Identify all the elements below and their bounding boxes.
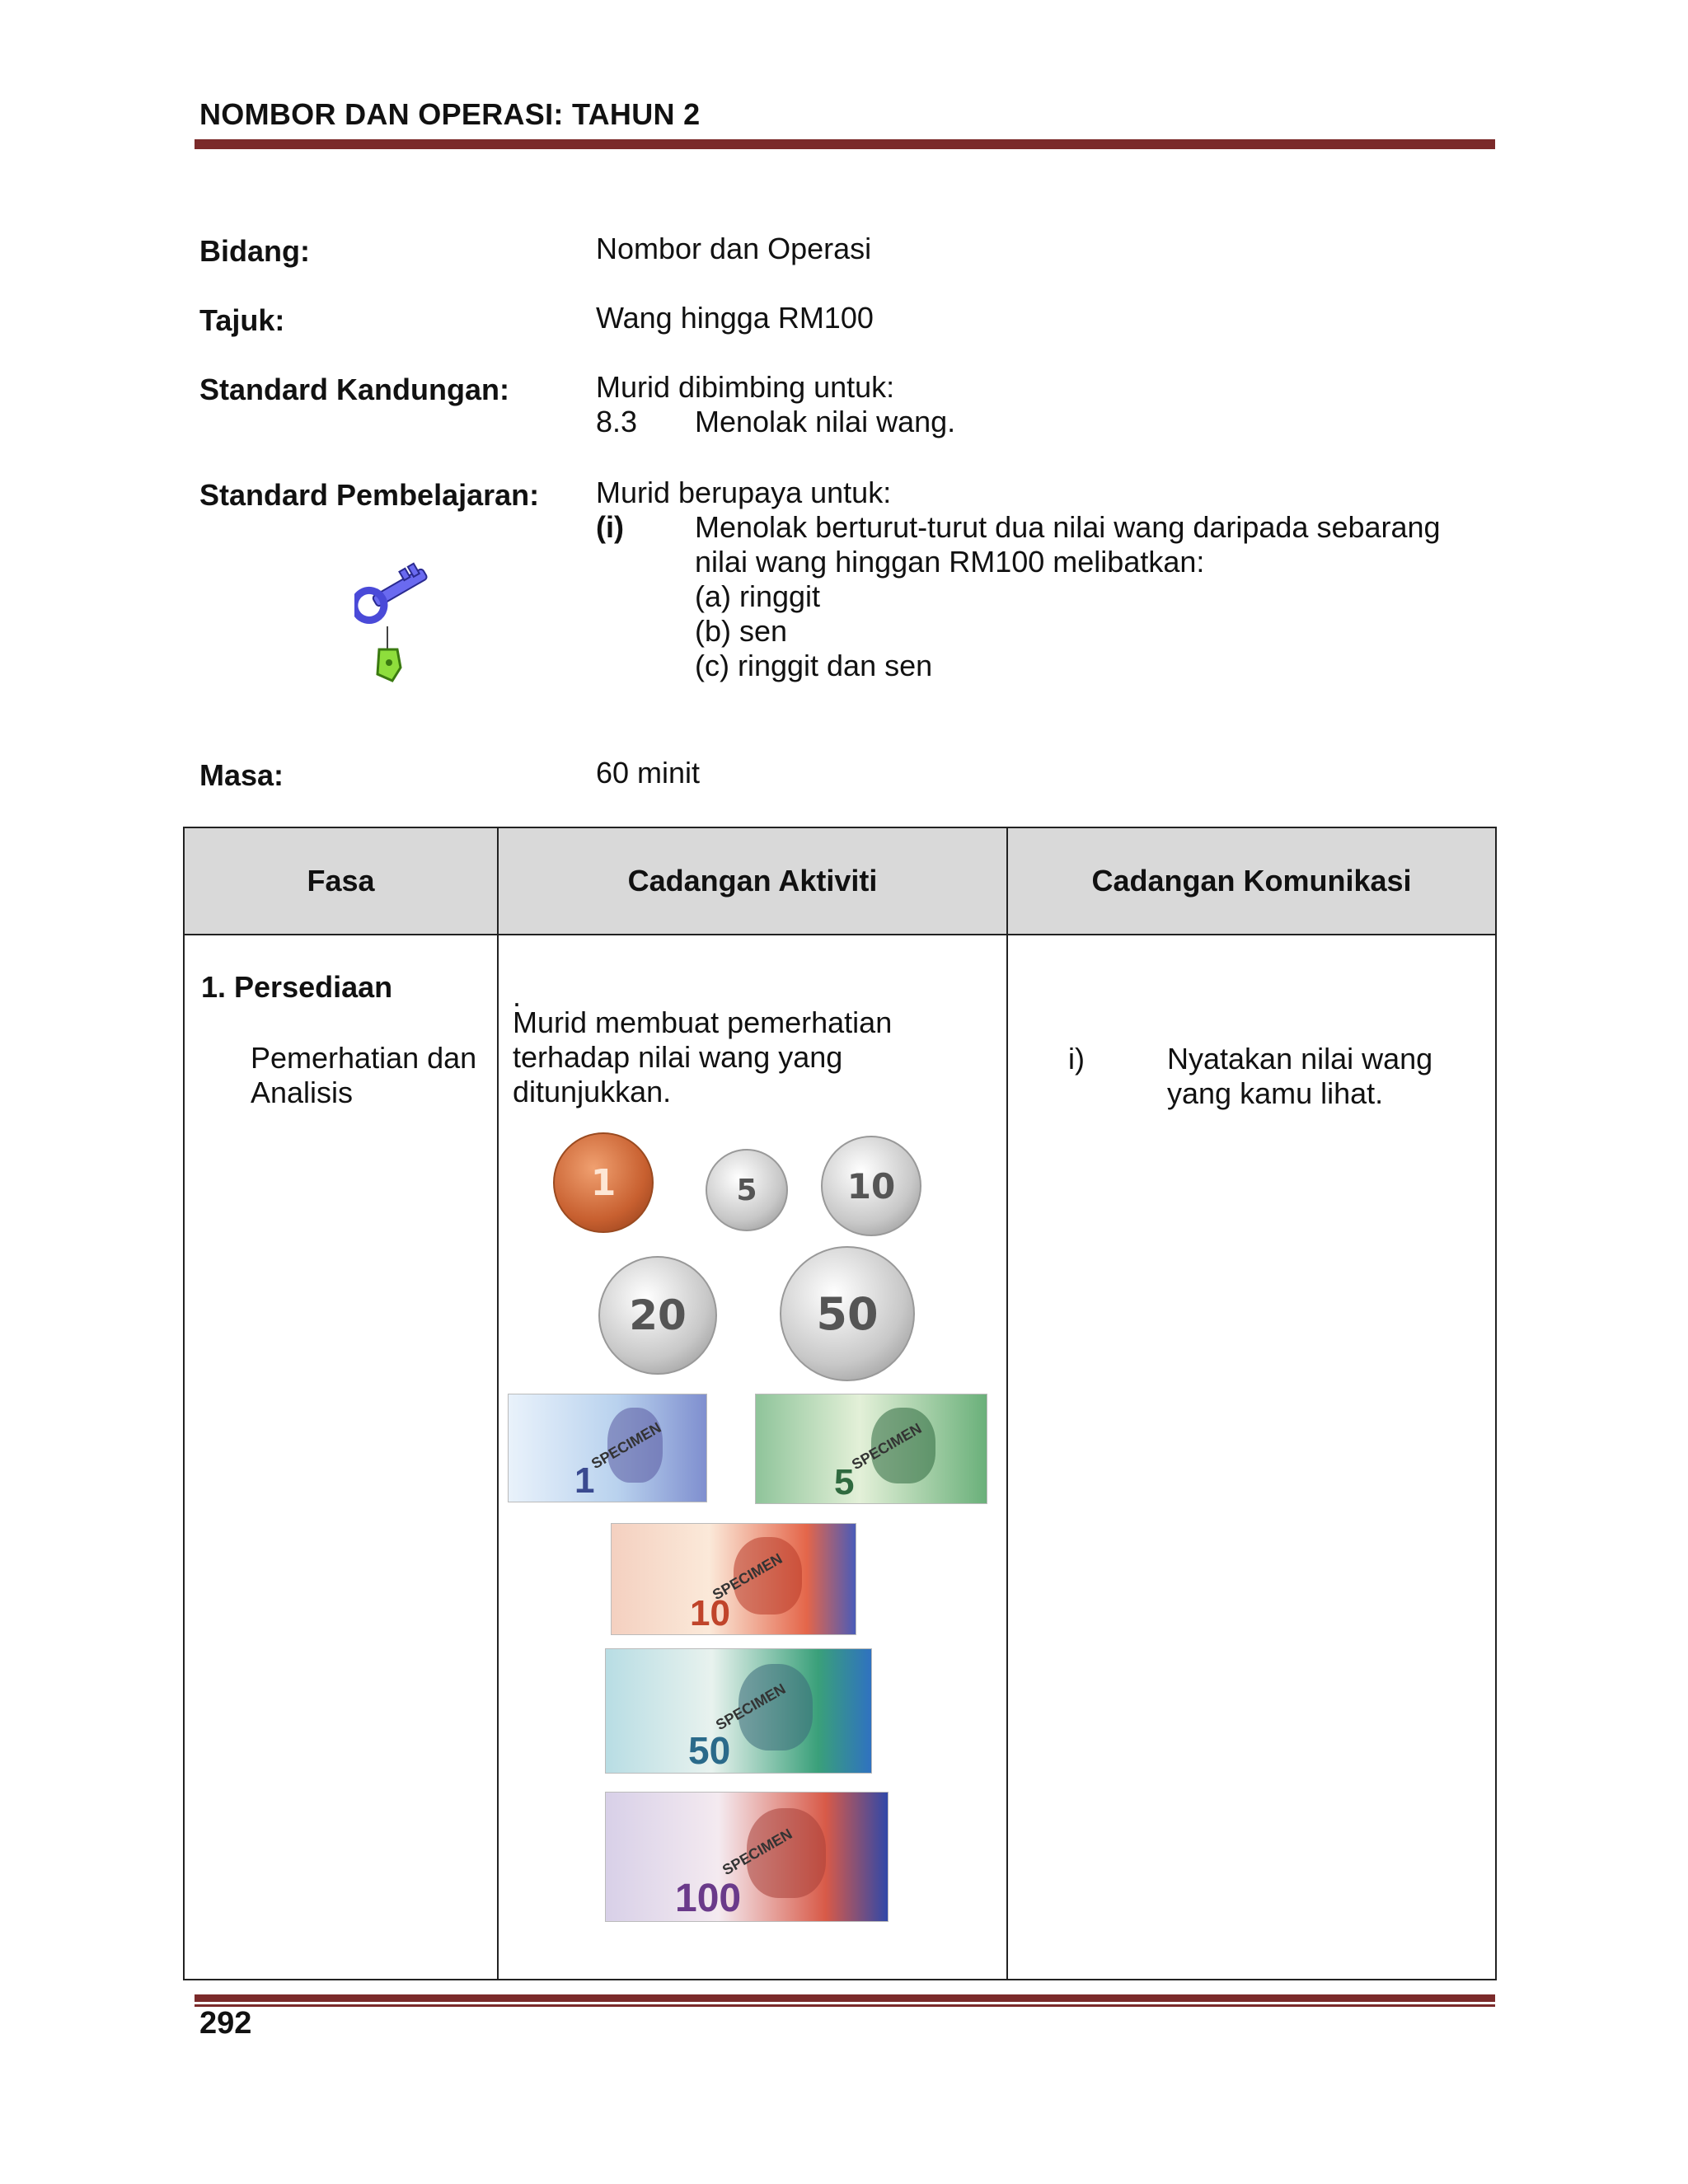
coin-1-sen: 1 (553, 1132, 654, 1233)
activity-table (183, 827, 1497, 1980)
col-header-fasa: Fasa (184, 827, 498, 935)
note-rm5: SPECIMEN 5 (755, 1394, 987, 1504)
note-rm10: SPECIMEN 10 (611, 1523, 856, 1635)
coin-20-sen: 20 (598, 1256, 717, 1375)
komunikasi-cell (1007, 935, 1496, 1980)
masa-label: Masa: (199, 758, 284, 792)
masa-value: 60 minit (596, 756, 701, 790)
col-header-aktiviti: Cadangan Aktiviti (498, 827, 1007, 935)
money-images (508, 1109, 1015, 1933)
fasa-subtitle: Pemerhatian dan Analisis (251, 1041, 477, 1109)
header-rule (195, 137, 1495, 149)
footer-rule (195, 1994, 1495, 2007)
key-icon (354, 552, 462, 684)
aktiviti-cell (498, 935, 1007, 1980)
col-header-komunikasi: Cadangan Komunikasi (1007, 827, 1496, 935)
tajuk-label: Tajuk: (199, 303, 285, 337)
note-rm50: SPECIMEN 50 (605, 1648, 872, 1774)
komunikasi-item: i) Nyatakan nilai wang yang kamu lihat. (1068, 1042, 1433, 1110)
bidang-value: Nombor dan Operasi (596, 232, 872, 265)
tajuk-value: Wang hingga RM100 (596, 301, 874, 335)
aktiviti-text: . Murid membuat pemerhatian terhadap nilai wang yang ditunjukkan. (513, 979, 893, 1108)
coin-10-sen: 10 (821, 1136, 921, 1236)
coin-5-sen: 5 (706, 1149, 788, 1231)
note-rm1: SPECIMEN 1 (508, 1394, 707, 1502)
bidang-label: Bidang: (199, 234, 310, 268)
fasa-title: 1. Persediaan (201, 970, 393, 1004)
page-header-title: NOMBOR DAN OPERASI: TAHUN 2 (199, 97, 701, 131)
fasa-cell (184, 935, 498, 1980)
standard-kandungan-label: Standard Kandungan: (199, 373, 509, 406)
coin-50-sen: 50 (780, 1246, 915, 1381)
standard-pembelajaran-value: Murid berupaya untuk: (i) Menolak berturut-turut dua nilai wang daripada sebarang nilai wang hinggan RM100 melibatkan: (a) ringgit (b) sen (c) ringgit dan sen (596, 476, 1441, 682)
page-number: 292 (199, 2006, 252, 2041)
standard-kandungan-value: Murid dibimbing untuk: 8.3 Menolak nilai wang. (596, 370, 956, 438)
standard-pembelajaran-label: Standard Pembelajaran: (199, 478, 540, 512)
note-rm100: SPECIMEN 100 (605, 1792, 889, 1922)
